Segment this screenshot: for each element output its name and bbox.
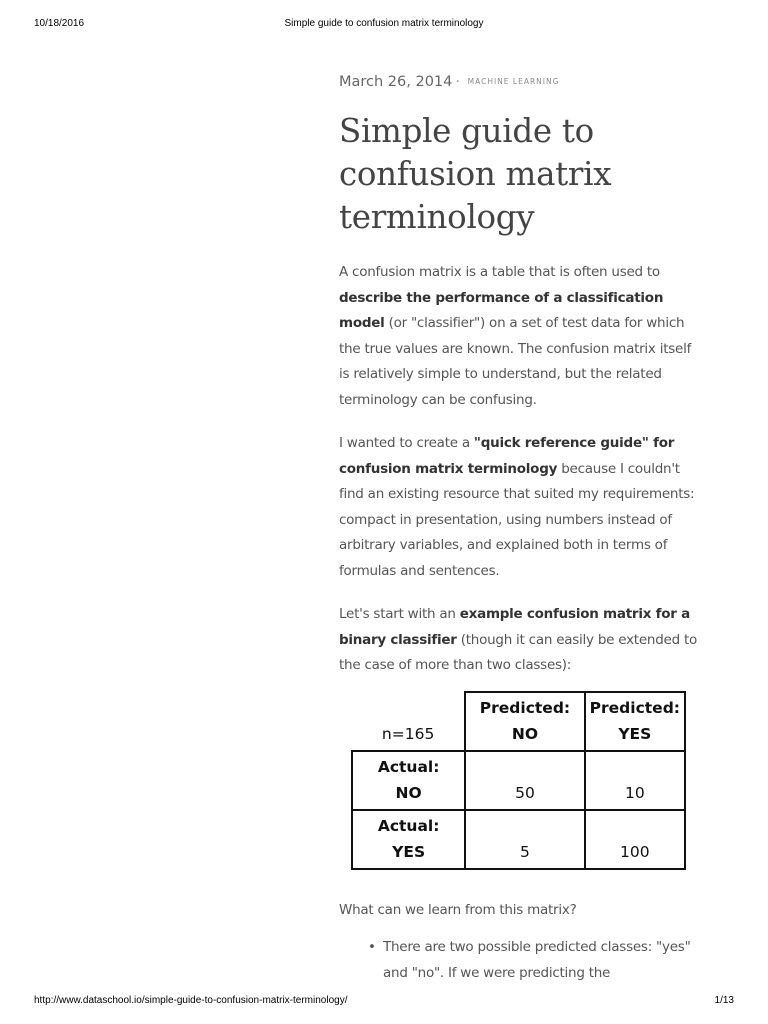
header-predicted-no [465, 692, 584, 751]
text-span: because I couldn't find an existing resource that suited my requirements: compact in presentation, using numbers instead of arbitrary variables, and explained both in terms of formulas and sentences. [339, 460, 695, 579]
matrix-row-actual-yes [352, 810, 685, 869]
header-actual-yes [352, 810, 465, 869]
bold-text: describe the performance of a classification model [339, 289, 664, 331]
text-span: (or "classifier") on a set of test data for which the true values are known. The confusion matrix itself is relatively simple to understand, but the related terminology can be confusing. [339, 315, 692, 408]
post-meta [339, 70, 699, 94]
cell-tn: 50 [465, 751, 584, 810]
header-line: YES [618, 725, 652, 743]
category-link[interactable]: MACHINE LEARNING [467, 77, 560, 86]
meta-separator: · [455, 74, 460, 90]
cell-tp: 100 [585, 810, 685, 869]
confusion-matrix-table [351, 691, 686, 870]
text-span: I wanted to create a [339, 435, 474, 451]
header-line: Predicted: [589, 699, 680, 717]
text-span: (though it can easily be extended to the case of more than two classes): [339, 631, 698, 673]
header-line: Actual: [377, 817, 440, 835]
confusion-matrix-image [351, 691, 686, 865]
matrix-question: What can we learn from this matrix? [339, 902, 577, 918]
total-count: n=165 [381, 725, 435, 743]
text-span: A confusion matrix is a table that is often used to [339, 264, 660, 280]
bullet-icon: • [368, 939, 376, 955]
cell-fn: 5 [465, 810, 584, 869]
list-item-text: There are two possible predicted classes: "yes" and "no". If we were predicting the [383, 939, 691, 981]
article [339, 70, 699, 679]
matrix-header-row [352, 692, 685, 751]
observations-list [339, 935, 699, 986]
print-page-number: 1/13 [714, 995, 734, 1006]
bold-text: example confusion matrix for a binary classifier [339, 606, 690, 648]
list-item [368, 935, 699, 986]
print-footer [34, 995, 734, 1009]
article-continued [339, 898, 699, 986]
motivation-paragraph [339, 431, 699, 584]
print-date: 10/18/2016 [34, 18, 85, 29]
header-line: Predicted: [479, 699, 571, 717]
bold-text: "quick reference guide" for confusion matrix terminology [339, 435, 675, 477]
intro-paragraph [339, 260, 699, 413]
header-line: NO [395, 784, 422, 802]
matrix-row-actual-no [352, 751, 685, 810]
header-line: NO [511, 725, 539, 743]
example-paragraph [339, 602, 699, 679]
post-date: March 26, 2014 [339, 74, 453, 90]
cell-fp: 10 [585, 751, 685, 810]
print-page-title: Simple guide to confusion matrix terminology [284, 18, 484, 29]
header-predicted-yes [585, 692, 685, 751]
post-title: Simple guide to confusion matrix terminology [339, 112, 612, 236]
header-line: Actual: [377, 758, 440, 776]
text-span: Let's start with an [339, 606, 460, 622]
header-line: YES [392, 843, 426, 861]
print-header [34, 18, 734, 32]
matrix-total [352, 692, 465, 751]
header-actual-no [352, 751, 465, 810]
print-url: http://www.dataschool.io/simple-guide-to-confusion-matrix-terminology/ [34, 995, 348, 1006]
